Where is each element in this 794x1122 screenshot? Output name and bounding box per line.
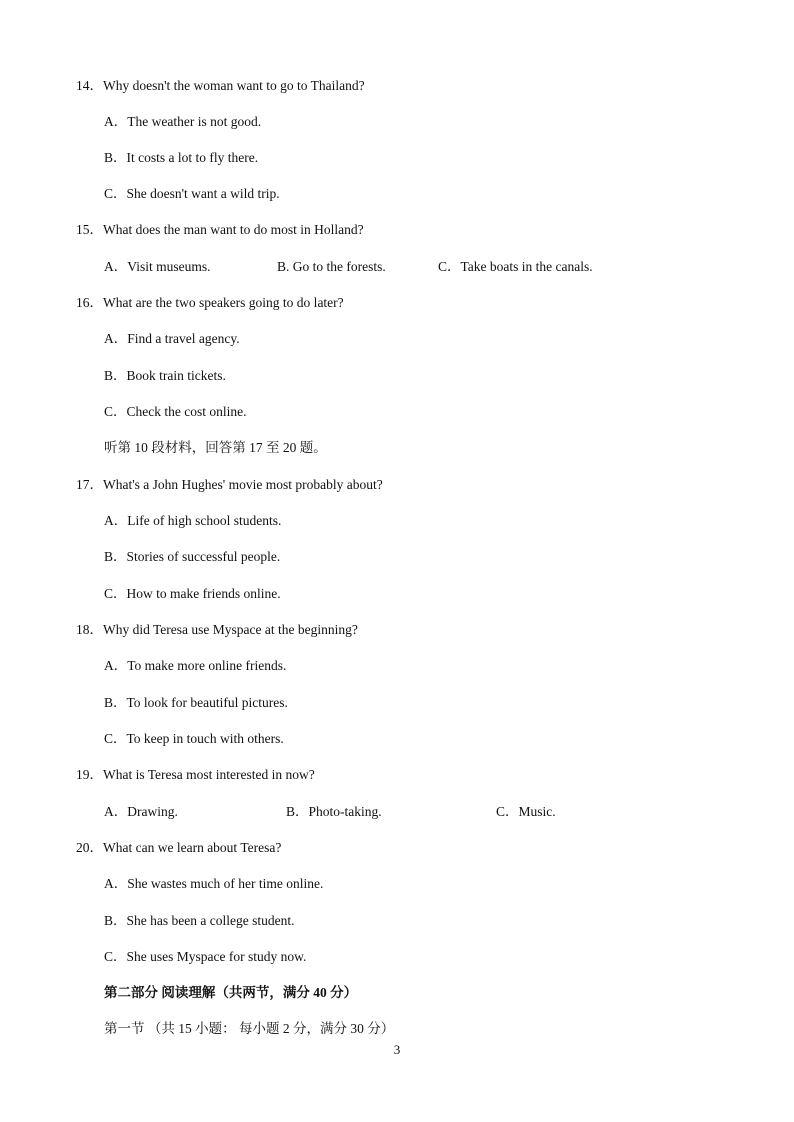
q19-option-c: C．Music. xyxy=(496,804,556,819)
question-15: 15．What does the man want to do most in Holland? xyxy=(76,222,364,237)
q16-option-c: C．Check the cost online. xyxy=(104,404,247,419)
q19-option-b: B．Photo-taking. xyxy=(286,804,382,819)
section-title: 第二部分 阅读理解（共两节，满分 40 分） xyxy=(104,985,358,1000)
question-17: 17．What's a John Hughes' movie most probably about? xyxy=(76,477,383,492)
question-16: 16．What are the two speakers going to do later? xyxy=(76,295,344,310)
q17-option-b: B．Stories of successful people. xyxy=(104,549,281,564)
question-19: 19．What is Teresa most interested in now? xyxy=(76,767,315,782)
question-20: 20．What can we learn about Teresa? xyxy=(76,840,282,855)
q17-option-a: A．Life of high school students. xyxy=(104,513,282,528)
q15-option-a: A．Visit museums. xyxy=(104,259,211,274)
q15-option-c: C．Take boats in the canals. xyxy=(438,259,593,274)
q14-option-c: C．She doesn't want a wild trip. xyxy=(104,186,280,201)
q16-option-a: A．Find a travel agency. xyxy=(104,331,240,346)
q16-option-b: B．Book train tickets. xyxy=(104,368,226,383)
q17-option-c: C．How to make friends online. xyxy=(104,586,281,601)
page-number: 3 xyxy=(393,1042,401,1057)
q19-option-a: A．Drawing. xyxy=(104,804,178,819)
q14-option-a: A．The weather is not good. xyxy=(104,114,262,129)
question-18: 18．Why did Teresa use Myspace at the beginning? xyxy=(76,622,358,637)
q20-option-c: C．She uses Myspace for study now. xyxy=(104,949,307,964)
q15-option-b: B. Go to the forests. xyxy=(277,259,386,274)
q18-option-b: B．To look for beautiful pictures. xyxy=(104,695,288,710)
q20-option-b: B．She has been a college student. xyxy=(104,913,295,928)
listening-instruction: 听第 10 段材料，回答第 17 至 20 题。 xyxy=(104,440,327,455)
q18-option-c: C．To keep in touch with others. xyxy=(104,731,284,746)
question-14: 14．Why doesn't the woman want to go to Thailand? xyxy=(76,78,365,93)
section-subtitle: 第一节 （共 15 小题： 每小题 2 分，满分 30 分） xyxy=(104,1021,395,1036)
q18-option-a: A．To make more online friends. xyxy=(104,658,287,673)
q20-option-a: A．She wastes much of her time online. xyxy=(104,876,324,891)
q14-option-b: B．It costs a lot to fly there. xyxy=(104,150,259,165)
